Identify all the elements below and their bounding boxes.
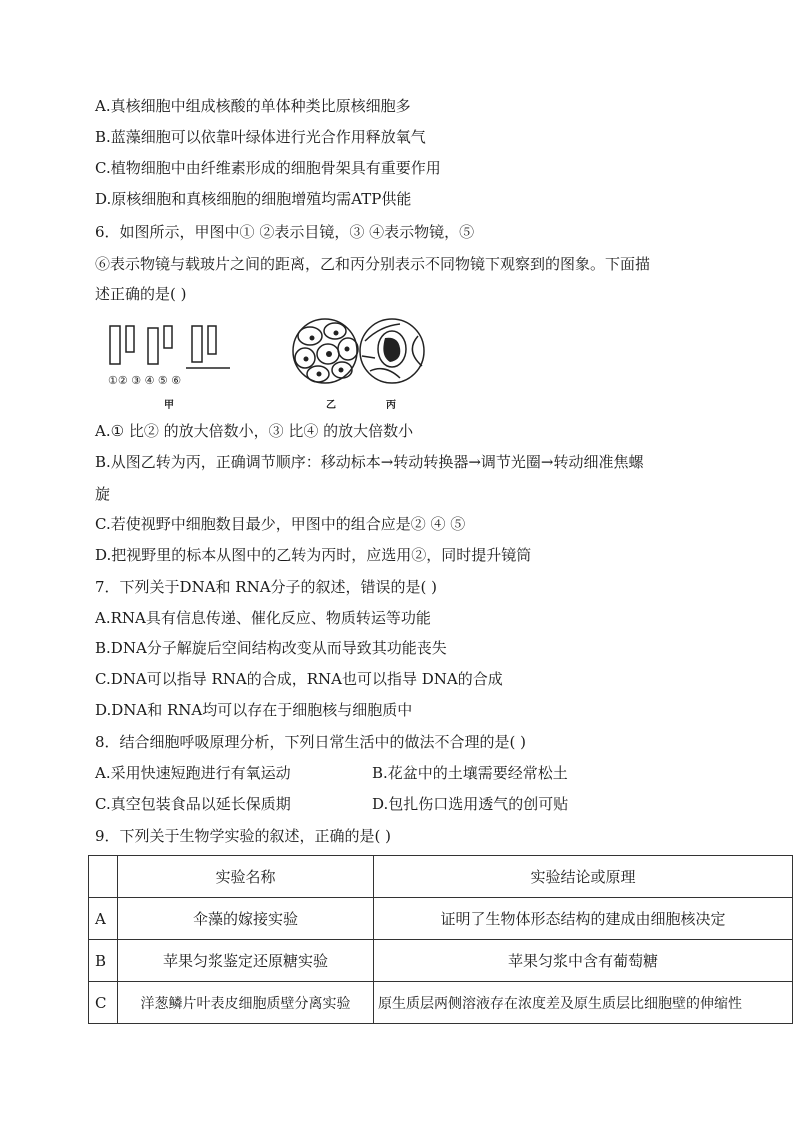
label-bing: 丙 <box>386 400 396 411</box>
q7-option-c: C.DNA可以指导 RNA的合成，RNA也可以指导 DNA的合成 <box>95 670 503 688</box>
table-header-cell: 实验名称 <box>118 856 374 898</box>
label-jia: 甲 <box>164 400 174 411</box>
q5-option-d: D.原核细胞和真核细胞的细胞增殖均需ATP供能 <box>95 190 412 208</box>
q9-stem: 9．下列关于生物学实验的叙述，正确的是( ) <box>95 827 392 845</box>
q6-stem-line2: ⑥表示物镜与载玻片之间的距离，乙和丙分别表示不同物镜下观察到的图象。下面描 <box>95 255 651 273</box>
q7-option-d: D.DNA和 RNA均可以存在于细胞核与细胞质中 <box>95 701 413 719</box>
q5-option-c: C.植物细胞中由纤维素形成的细胞骨架具有重要作用 <box>95 159 441 177</box>
q8-option-d: D.包扎伤口选用透气的创可贴 <box>372 795 569 813</box>
q5-option-b: B.蓝藻细胞可以依靠叶绿体进行光合作用释放氧气 <box>95 128 426 146</box>
table-cell: 洋葱鳞片叶表皮细胞质壁分离实验 <box>118 982 374 1024</box>
table-cell: 原生质层两侧溶液存在浓度差及原生质层比细胞壁的伸缩性 <box>374 982 793 1024</box>
q7-stem: 7．下列关于DNA和 RNA分子的叙述，错误的是( ) <box>95 578 438 596</box>
q5-option-a: A.真核细胞中组成核酸的单体种类比原核细胞多 <box>95 97 411 115</box>
table-cell: B <box>89 940 118 982</box>
table-cell: 苹果匀浆中含有葡萄糖 <box>374 940 793 982</box>
q8-option-c: C.真空包装食品以延长保质期 <box>95 795 291 813</box>
table-cell: 证明了生物体形态结构的建成由细胞核决定 <box>374 898 793 940</box>
q6-option-a: A.① 比② 的放大倍数小，③ 比④ 的放大倍数小 <box>95 422 414 440</box>
table-header-cell: 实验结论或原理 <box>374 856 793 898</box>
q8-option-a: A.采用快速短跑进行有氧运动 <box>95 764 291 782</box>
q8-stem: 8．结合细胞呼吸原理分析，下列日常生活中的做法不合理的是( ) <box>95 733 527 751</box>
table-row <box>89 898 793 940</box>
table-header-cell <box>89 856 118 898</box>
q8-option-b: B.花盆中的土壤需要经常松土 <box>372 764 568 782</box>
q7-option-a: A.RNA具有信息传递、催化反应、物质转运等功能 <box>95 609 431 627</box>
q6-stem-line1: 6．如图所示，甲图中① ②表示目镜，③ ④表示物镜，⑤ <box>95 223 475 241</box>
table-header-row <box>89 856 793 898</box>
q6-stem-line3: 述正确的是( ) <box>95 285 187 303</box>
table-cell: C <box>89 982 118 1024</box>
table-cell: 伞藻的嫁接实验 <box>118 898 374 940</box>
table-cell: 苹果匀浆鉴定还原糖实验 <box>118 940 374 982</box>
q9-table <box>88 855 793 1024</box>
label-yi: 乙 <box>326 400 336 411</box>
q6-option-b-cont: 旋 <box>95 485 111 503</box>
q6-option-b: B.从图乙转为丙，正确调节顺序：移动标本→转动转换器→调节光圈→转动细准焦螺 <box>95 453 644 471</box>
table-row <box>89 940 793 982</box>
table-cell: A <box>89 898 118 940</box>
q7-option-b: B.DNA分子解旋后空间结构改变从而导致其功能丧失 <box>95 639 447 657</box>
table-row <box>89 982 793 1024</box>
q6-option-c: C.若使视野中细胞数目最少，甲图中的组合应是② ④ ⑤ <box>95 515 466 533</box>
q6-option-d: D.把视野里的标本从图中的乙转为丙时，应选用②，同时提升镜筒 <box>95 546 532 564</box>
lens-labels: ①② ③ ④ ⑤ ⑥ <box>108 374 182 387</box>
